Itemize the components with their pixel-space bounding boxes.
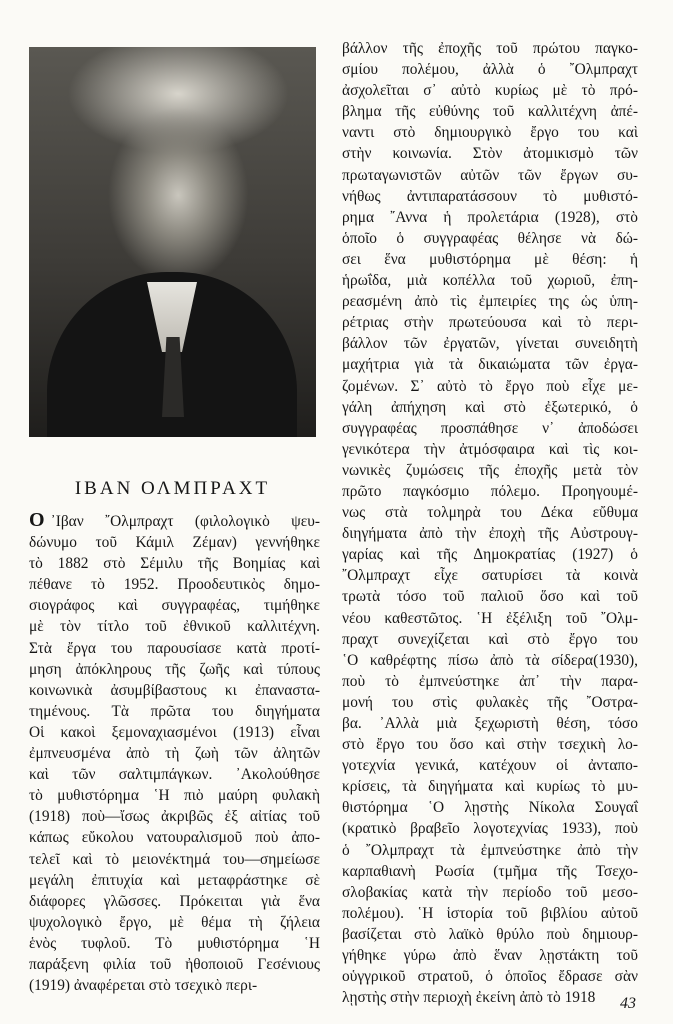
text-line: νωνικὲς ζυμώσεις τῆς ἐποχῆς μετὰ τὸν xyxy=(342,461,638,479)
text-line: (1919) ἀναφέρεται στὸ τσεχικὸ περι- xyxy=(29,977,258,995)
text-line: ὁποῖο ὁ συγγραφέας θέλησε νὰ δώ- xyxy=(342,229,638,247)
text-line: ἡρωΐδα, μιὰ κοπέλλα τοῦ χωριοῦ, ἐπη- xyxy=(342,272,638,290)
text-line: ἐμπνευσμένα ἀπὸ τὴ ζωὴ τῶν ἀλητῶν xyxy=(29,745,320,763)
text-line: γοτεχνία γενικά, κατέχουν οἱ ἀνταπο- xyxy=(342,757,638,775)
text-line: γάλη ἀπήχηση καὶ στὸ ἐξωτερικό, ὁ xyxy=(342,398,638,416)
text-line: λῃστὴς στὴν περιοχὴ ἐκείνη ἀπὸ τὸ 1918 xyxy=(342,989,596,1007)
text-line: στὴν κοινωνία. Στὸν ἀτομικισμὸ τῶν xyxy=(342,145,638,163)
text-line: κάπως εὔκολου νατουραλισμοῦ ποὺ ἀπο- xyxy=(29,829,320,847)
text-line: μαχήτρια γιὰ τὰ δικαιώματα τῶν ἐργα- xyxy=(342,356,638,374)
text-line: Ο ᾿Ιβαν ῎Ολμπραχτ (φιλολογικὸ ψευ- xyxy=(29,509,320,531)
text-line: ρεασμένη ἀπὸ τὶς ἐμπειρίες της ὡς ὑπη- xyxy=(342,293,638,311)
text-line: (1918) ποὺ—ἴσως ἀκριβῶς ἐξ αἰτίας τοῦ xyxy=(29,808,320,826)
text-line: πραχτ συνεχίζεται καὶ στὸ ἔργο του xyxy=(342,630,638,648)
text-line: κοινωνικὰ ἀσυμβίβαστους κι ἐπαναστα- xyxy=(29,681,320,699)
text-line: συγγραφέας προσπάθησε ν᾿ ἀποδώσει xyxy=(342,419,638,437)
text-line: σει ἕνα μυθιστόρημα μὲ θέση: ἡ xyxy=(342,250,638,268)
right-column xyxy=(342,38,638,1008)
text-line: βασίζεται στὸ λαϊκὸ θρύλο ποὺ δημιουρ- xyxy=(342,925,638,943)
text-line: οὑγγρικοῦ στρατοῦ, ὁ ὁποῖος ἔδρασε σὰν xyxy=(342,968,638,986)
text-line: γαρίας καὶ τῆς Δημοκρατίας (1927) ὁ xyxy=(342,546,638,564)
text-line: μεγάλη ἐπιτυχία καὶ μεταφράστηκε σὲ xyxy=(29,871,320,889)
text-line: παράξενη φιλία τοῦ ἠθοποιοῦ Γεσένιους xyxy=(29,955,320,973)
text-line: πέθανε τὸ 1952. Προοδευτικὸς δημο- xyxy=(29,576,320,594)
text-line: ρέτριας στὴν πρωτεύουσα καὶ τὸ περι- xyxy=(342,314,638,332)
page-number: 43 xyxy=(620,995,636,1012)
text-line: τρωτὰ τόσο τοῦ παλιοῦ ὅσο καὶ τοῦ xyxy=(342,588,638,606)
text-line: γήθηκε γύρω ἀπὸ ἕναν λῃστάκτη τοῦ xyxy=(342,947,638,965)
text-line: νήθως ἀντιπαρατάσσουν τὸ μυθιστό- xyxy=(342,187,638,205)
text-line: σλοβακίας κατὰ τὴν περίοδο τοῦ μεσο- xyxy=(342,883,638,901)
text-line: θιστόρημα ῾Ο λῃστὴς Νίκολα Σουγαΐ xyxy=(342,799,638,817)
text-line: ῎Ολμπραχτ εἶχε σατυρίσει τὰ κοινὰ xyxy=(342,567,638,585)
text-line: βάλλον τῆς ἐποχῆς τοῦ πρώτου παγκο- xyxy=(342,40,638,57)
text-line: ναντι στὸ δημιουργικὸ ἔργο του καὶ xyxy=(342,124,638,142)
text-line: σμίου πολέμου, ἀλλὰ ὁ ῎Ολμπραχτ xyxy=(342,61,638,79)
text-line: βλημα τῆς εὐθύνης τοῦ καλλιτέχνη ἀπέ- xyxy=(342,103,638,121)
text-line: τελεῖ καὶ τὸ μειονέκτημά του—σημείωσε xyxy=(29,850,320,868)
text-line: τὸ μυθιστόρημα ῾Η πιὸ μαύρη φυλακὴ xyxy=(29,787,320,805)
text-line: Οἱ κακοὶ ξεμοναχιασμένοι (1913) εἶναι xyxy=(29,723,320,741)
left-column xyxy=(29,510,320,996)
text-line: ῾Ο καθρέφτης πίσω ἀπὸ τὰ σίδερα(1930), xyxy=(342,651,638,669)
drop-cap: Ο xyxy=(29,509,45,531)
text-line: ἑνὸς τυφλοῦ. Τὸ μυθιστόρημα ῾Η xyxy=(29,934,320,952)
text-line: μὲ τὸν τίτλο τοῦ ἐθνικοῦ καλλιτέχνη. xyxy=(29,618,320,636)
text-line: τὸ 1882 στὸ Σέμιλυ τῆς Βοημίας καὶ xyxy=(29,555,320,573)
text-line: μονή του στὶς φυλακὲς τῆς ῎Οστρα- xyxy=(342,693,638,711)
text-line: ζομένων. Σ᾿ αὐτὸ τὸ ἔργο ποὺ εἶχε με- xyxy=(342,377,638,395)
text-line: ψυχολογικὸ ἔργο, μὲ θέμα τὴ ζήλεια xyxy=(29,913,320,931)
text-line: ποὺ τὸ ἐμπνεύστηκε ἀπ᾿ τὴν παρα- xyxy=(342,672,638,690)
text-line: κρίσεις, τὰ διηγήματα καὶ κυρίως τὸ μυ- xyxy=(342,778,638,796)
text-line: νέου καθεστῶτος. ῾Η ἐξέλιξη τοῦ ῎Ολμ- xyxy=(342,609,638,627)
text-line: καὶ τῶν σαλτιμπάγκων. ᾿Ακολούθησε xyxy=(29,766,320,784)
text-line: γενικότερα τὴν ἀτμόσφαιρα καὶ τὶς κοι- xyxy=(342,440,638,458)
text-line: πρῶτο παγκόσμιο πόλεμο. Προηγουμέ- xyxy=(342,482,638,500)
text-line: καρπαθιανὴ Ρωσία (τμῆμα τῆς Τσεχο- xyxy=(342,862,638,880)
text-line: στὸ ἔργο του ὅσο καὶ στὴν τσεχικὴ λο- xyxy=(342,736,638,754)
text-line: τημένους. Τὰ πρῶτα του διηγήματα xyxy=(29,702,320,720)
text-line: ὁ ῎Ολμπραχτ τὰ ἐμπνεύστηκε ἀπὸ τὴν xyxy=(342,841,638,859)
text-line: πολέμου). ῾Η ἱστορία τοῦ βιβλίου αὐτοῦ xyxy=(342,904,638,922)
text-line: δώνυμο τοῦ Κάμιλ Ζέμαν) γεννήθηκε xyxy=(29,534,320,552)
text-line: διάφορες γλῶσσες. Πρόκειται γιὰ ἕνα xyxy=(29,892,320,910)
text-line: βα. ᾿Αλλὰ μιὰ ξεχωριστὴ θέση, τόσο xyxy=(342,715,638,732)
text-line: Στὰ ἔργα του παρουσίασε κατὰ προτί- xyxy=(29,639,320,657)
text-line: βάλλον τῶν ἐργατῶν, γίνεται συνειδητὴ xyxy=(342,335,638,353)
text-line: ρημα ῎Αννα ἡ προλετάρια (1928), στὸ xyxy=(342,208,638,226)
author-portrait xyxy=(29,47,316,437)
text-line: μηση ἀπόκληρους τῆς ζωῆς καὶ τύπους xyxy=(29,660,320,678)
text-line: (κρατικὸ βραβεῖο λογοτεχνίας 1933), ποὺ xyxy=(342,820,638,838)
text-line: πρωταγωνιστῶν αὐτῶν τῶν ἔργων συ- xyxy=(342,166,638,184)
text-line: ἀσχολεῖται σ᾿ αὐτὸ κυρίως μὲ τὸ πρό- xyxy=(342,82,638,100)
text-line: σιογράφος καὶ συγγραφέας, τιμήθηκε xyxy=(29,597,320,615)
text-line: διηγήματα ἀπὸ τὴν ἐποχὴ τῆς Αὐστρουγ- xyxy=(342,525,638,543)
text-line: νως στὰ τολμηρὰ του Δέκα εὔθυμα xyxy=(342,504,638,522)
author-heading: ΙΒΑΝ ΟΛΜΠΡΑΧΤ xyxy=(74,478,271,499)
